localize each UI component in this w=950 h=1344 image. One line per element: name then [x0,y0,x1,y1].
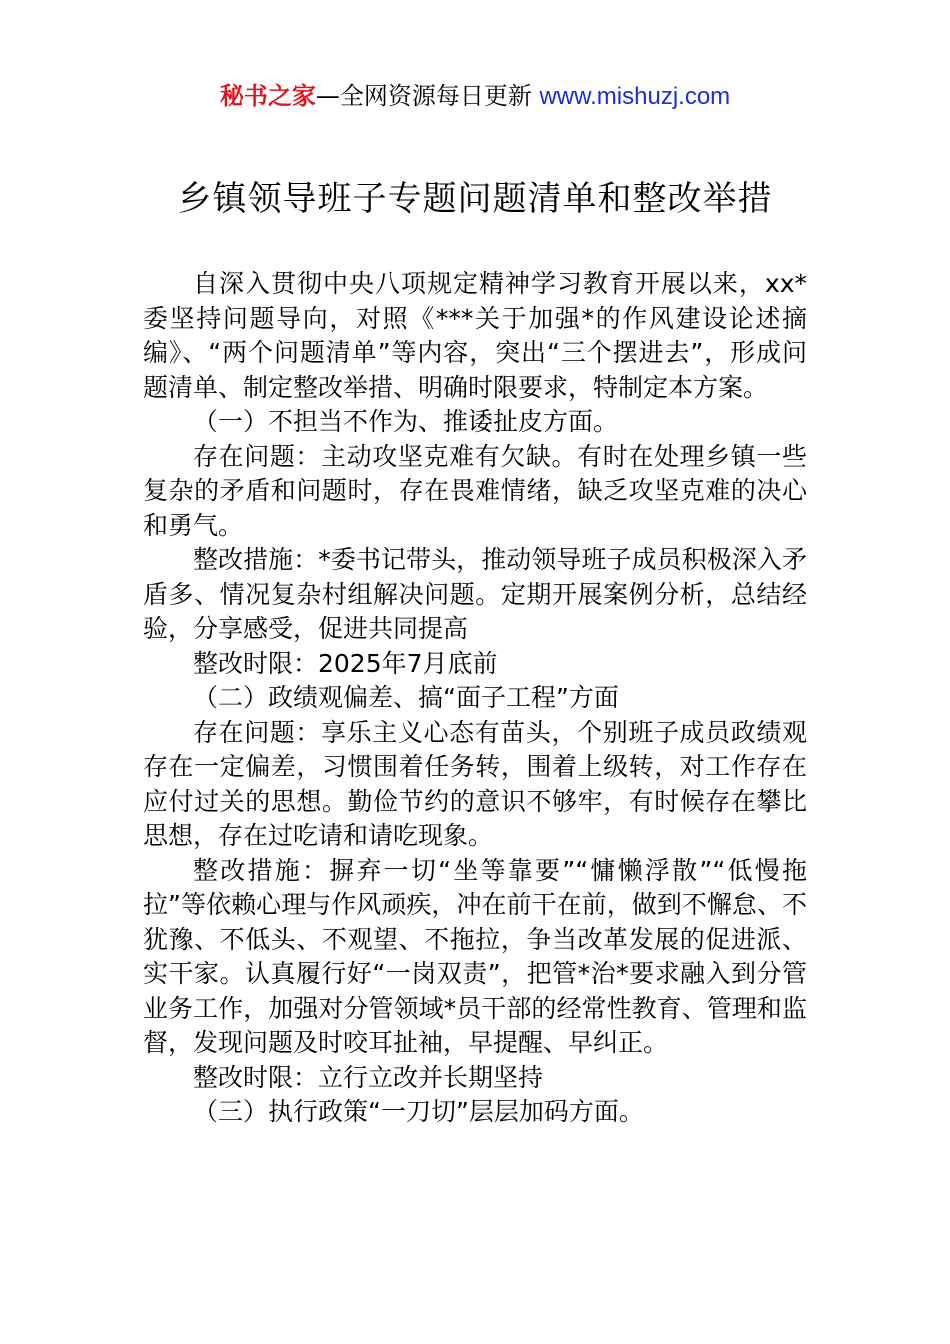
site-header [0,80,950,113]
document-body [143,267,807,1130]
document-title: 乡镇领导班子专题问题清单和整改举措 [177,179,773,219]
paragraph-deadline-1: 整改时限：2025年7月底前 [193,648,498,678]
paragraph-intro: 自深入贯彻中央八项规定精神学习教育开展以来，xx*委坚持问题导向，对照《***关于加强*的作风建设论述摘编》、“两个问题清单”等内容，突出“三个摆进去”，形成问题清单、制定整改举措、明确时限要求，特制定本方案。 [143,269,807,402]
paragraph-problem-1: 存在问题：主动攻坚克难有欠缺。有时在处理乡镇一些复杂的矛盾和问题时，存在畏难情绪，缺乏攻坚克难的决心和勇气。 [143,441,807,540]
section-heading-1: （一）不担当不作为、推诿扯皮方面。 [193,407,619,436]
section-heading-2: （二）政绩观偏差、搞“面子工程”方面 [193,683,619,712]
header-tagline: —全网资源每日更新 [315,82,540,110]
paragraph-deadline-2: 整改时限：立行立改并长期坚持 [193,1062,544,1092]
section-heading-3: （三）执行政策“一刀切”层层加码方面。 [193,1097,644,1126]
brand-name: 秘书之家 [219,82,316,110]
site-url-link[interactable]: www.mishuzj.com [539,83,731,110]
paragraph-measures-1: 整改措施：*委书记带头，推动领导班子成员积极深入矛盾多、情况复杂村组解决问题。定期开展案例分析，总结经验，分享感受，促进共同提高 [143,545,807,643]
paragraph-measures-2: 整改措施：摒弃一切“坐等靠要”“慵懒浮散”“低慢拖拉”等依赖心理与作风顽疾，冲在前干在前，做到不懈怠、不犹豫、不低头、不观望、不拖拉，争当改革发展的促进派、实干家。认真履行好“一岗双责”，把管*治*要求融入到分管业务工作，加强对分管领域*员干部的经常性教育、管理和监督，发现问题及时咬耳扯袖，早提醒、早纠正。 [143,855,807,1057]
paragraph-problem-2: 存在问题：享乐主义心态有苗头，个别班子成员政绩观存在一定偏差，习惯围着任务转，围着上级转，对工作存在应付过关的思想。勤俭节约的意识不够牢，有时候存在攀比思想，存在过吃请和请吃现象。 [143,717,807,850]
